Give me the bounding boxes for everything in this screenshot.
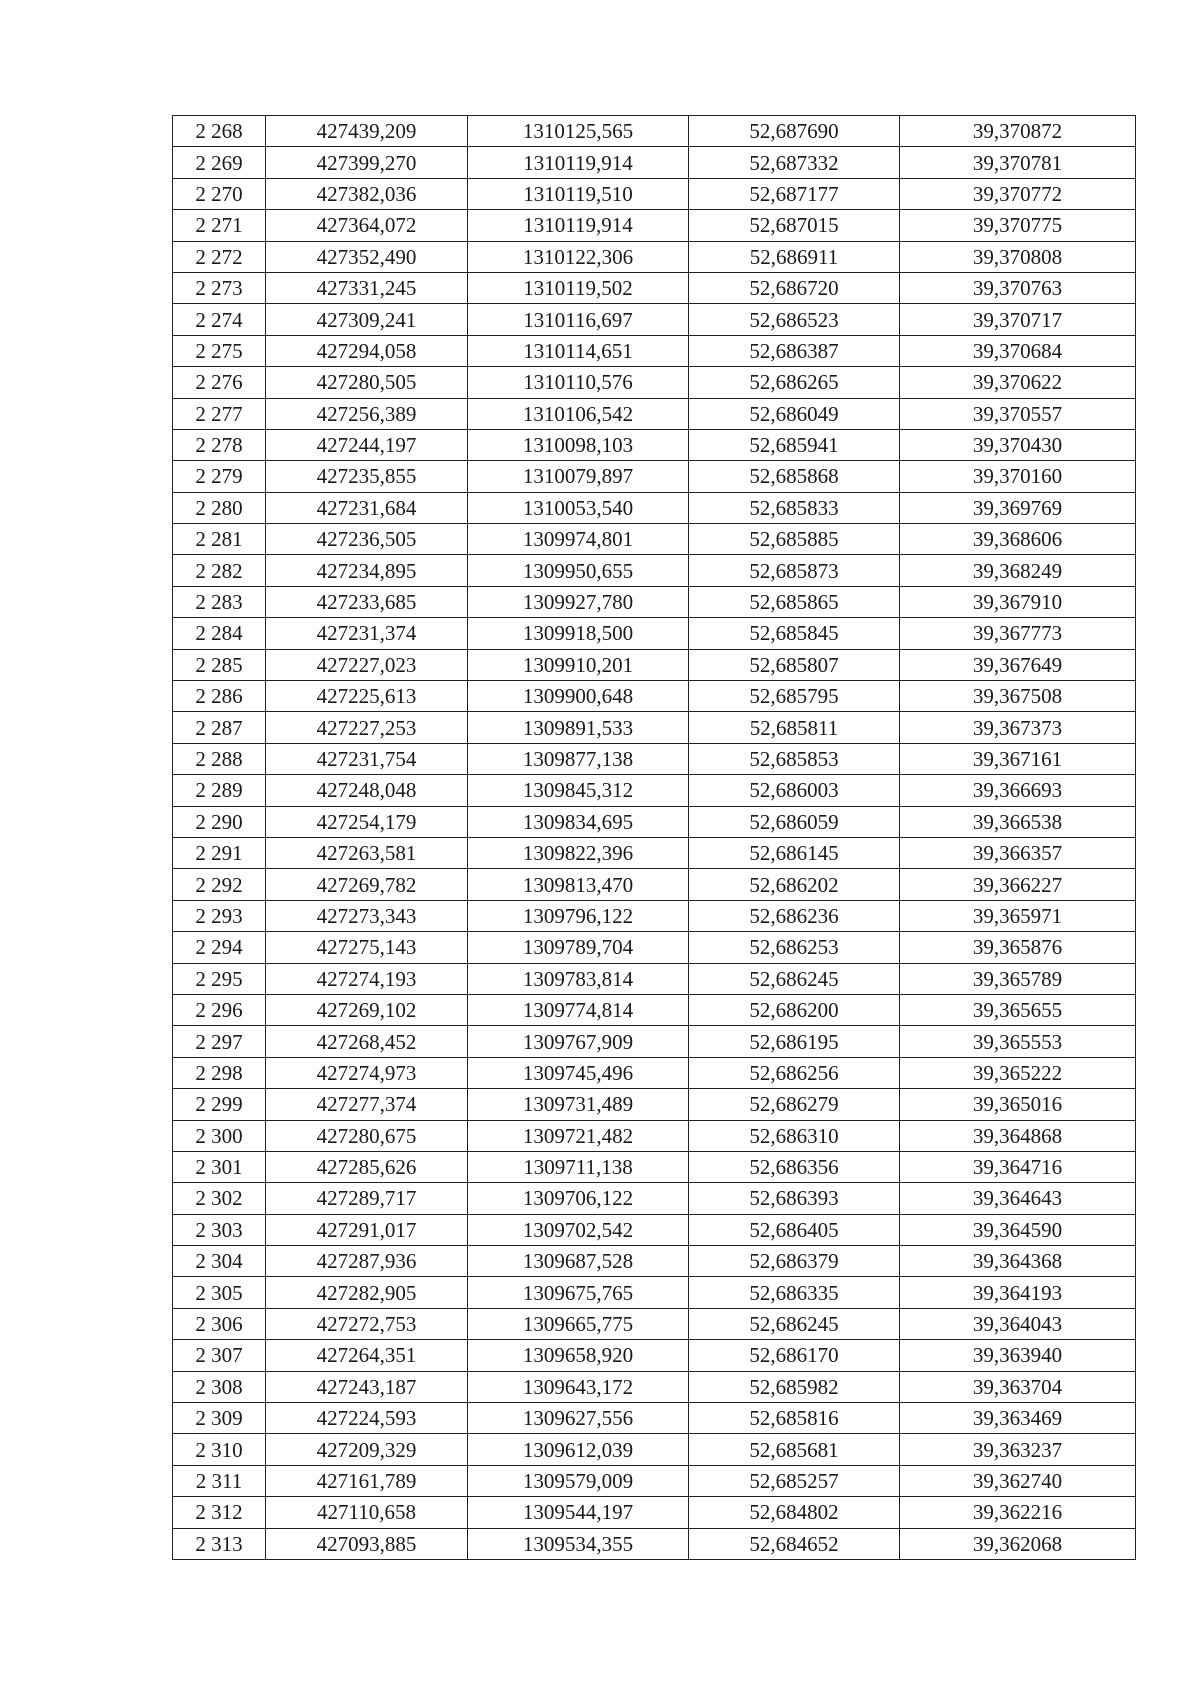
table-row [173,869,1136,900]
latitude-cell: 52,686236 [689,900,900,931]
point-number-cell: 2 311 [173,1465,266,1496]
table-row [173,775,1136,806]
point-number-cell: 2 299 [173,1089,266,1120]
longitude-cell: 39,367161 [900,743,1136,774]
y-coordinate-cell: 1309643,172 [468,1371,689,1402]
table-row [173,1214,1136,1245]
longitude-cell: 39,364643 [900,1183,1136,1214]
y-coordinate-cell: 1309675,765 [468,1277,689,1308]
y-coordinate-cell: 1309774,814 [468,994,689,1025]
table-row [173,806,1136,837]
longitude-cell: 39,370430 [900,429,1136,460]
longitude-cell: 39,367773 [900,618,1136,649]
point-number-cell: 2 277 [173,398,266,429]
y-coordinate-cell: 1310119,914 [468,210,689,241]
longitude-cell: 39,370781 [900,147,1136,178]
table-row [173,1340,1136,1371]
y-coordinate-cell: 1309745,496 [468,1057,689,1088]
x-coordinate-cell: 427234,895 [266,555,468,586]
longitude-cell: 39,364193 [900,1277,1136,1308]
latitude-cell: 52,685941 [689,429,900,460]
y-coordinate-cell: 1310119,510 [468,178,689,209]
table-row [173,649,1136,680]
y-coordinate-cell: 1310106,542 [468,398,689,429]
y-coordinate-cell: 1310098,103 [468,429,689,460]
y-coordinate-cell: 1310053,540 [468,492,689,523]
x-coordinate-cell: 427287,936 [266,1246,468,1277]
longitude-cell: 39,370808 [900,241,1136,272]
latitude-cell: 52,686405 [689,1214,900,1245]
x-coordinate-cell: 427285,626 [266,1151,468,1182]
latitude-cell: 52,686379 [689,1246,900,1277]
point-number-cell: 2 293 [173,900,266,931]
y-coordinate-cell: 1309877,138 [468,743,689,774]
y-coordinate-cell: 1309706,122 [468,1183,689,1214]
point-number-cell: 2 309 [173,1403,266,1434]
point-number-cell: 2 281 [173,524,266,555]
latitude-cell: 52,685982 [689,1371,900,1402]
longitude-cell: 39,365016 [900,1089,1136,1120]
latitude-cell: 52,686393 [689,1183,900,1214]
y-coordinate-cell: 1309658,920 [468,1340,689,1371]
x-coordinate-cell: 427231,374 [266,618,468,649]
table-row [173,712,1136,743]
x-coordinate-cell: 427399,270 [266,147,468,178]
latitude-cell: 52,686256 [689,1057,900,1088]
point-number-cell: 2 303 [173,1214,266,1245]
longitude-cell: 39,370684 [900,335,1136,366]
latitude-cell: 52,685833 [689,492,900,523]
table-row [173,618,1136,649]
table-row [173,524,1136,555]
point-number-cell: 2 278 [173,429,266,460]
latitude-cell: 52,686202 [689,869,900,900]
point-number-cell: 2 301 [173,1151,266,1182]
table-row [173,963,1136,994]
longitude-cell: 39,364043 [900,1308,1136,1339]
longitude-cell: 39,370763 [900,272,1136,303]
longitude-cell: 39,365553 [900,1026,1136,1057]
table-row [173,932,1136,963]
longitude-cell: 39,370775 [900,210,1136,241]
x-coordinate-cell: 427277,374 [266,1089,468,1120]
x-coordinate-cell: 427231,754 [266,743,468,774]
table-row [173,210,1136,241]
point-number-cell: 2 307 [173,1340,266,1371]
y-coordinate-cell: 1309796,122 [468,900,689,931]
longitude-cell: 39,367910 [900,586,1136,617]
longitude-cell: 39,363940 [900,1340,1136,1371]
latitude-cell: 52,686265 [689,367,900,398]
point-number-cell: 2 272 [173,241,266,272]
longitude-cell: 39,370872 [900,116,1136,147]
longitude-cell: 39,369769 [900,492,1136,523]
point-number-cell: 2 288 [173,743,266,774]
point-number-cell: 2 286 [173,681,266,712]
y-coordinate-cell: 1310122,306 [468,241,689,272]
latitude-cell: 52,685865 [689,586,900,617]
y-coordinate-cell: 1309665,775 [468,1308,689,1339]
y-coordinate-cell: 1309534,355 [468,1528,689,1559]
y-coordinate-cell: 1309702,542 [468,1214,689,1245]
x-coordinate-cell: 427272,753 [266,1308,468,1339]
point-number-cell: 2 292 [173,869,266,900]
longitude-cell: 39,368249 [900,555,1136,586]
latitude-cell: 52,685853 [689,743,900,774]
y-coordinate-cell: 1309783,814 [468,963,689,994]
latitude-cell: 52,685795 [689,681,900,712]
point-number-cell: 2 270 [173,178,266,209]
longitude-cell: 39,364590 [900,1214,1136,1245]
y-coordinate-cell: 1309789,704 [468,932,689,963]
point-number-cell: 2 268 [173,116,266,147]
x-coordinate-cell: 427274,973 [266,1057,468,1088]
latitude-cell: 52,685811 [689,712,900,743]
table-row [173,492,1136,523]
longitude-cell: 39,362216 [900,1497,1136,1528]
point-number-cell: 2 275 [173,335,266,366]
table-row [173,1465,1136,1496]
table-row [173,1434,1136,1465]
longitude-cell: 39,367649 [900,649,1136,680]
x-coordinate-cell: 427093,885 [266,1528,468,1559]
table-row [173,1497,1136,1528]
table-row [173,1528,1136,1559]
y-coordinate-cell: 1309731,489 [468,1089,689,1120]
x-coordinate-cell: 427274,193 [266,963,468,994]
point-number-cell: 2 312 [173,1497,266,1528]
x-coordinate-cell: 427256,389 [266,398,468,429]
longitude-cell: 39,370160 [900,461,1136,492]
x-coordinate-cell: 427289,717 [266,1183,468,1214]
latitude-cell: 52,685681 [689,1434,900,1465]
x-coordinate-cell: 427110,658 [266,1497,468,1528]
latitude-cell: 52,686911 [689,241,900,272]
x-coordinate-cell: 427225,613 [266,681,468,712]
point-number-cell: 2 279 [173,461,266,492]
table-row [173,555,1136,586]
table-row [173,1246,1136,1277]
x-coordinate-cell: 427248,048 [266,775,468,806]
y-coordinate-cell: 1309834,695 [468,806,689,837]
x-coordinate-cell: 427352,490 [266,241,468,272]
point-number-cell: 2 295 [173,963,266,994]
table-row [173,116,1136,147]
x-coordinate-cell: 427161,789 [266,1465,468,1496]
y-coordinate-cell: 1309822,396 [468,837,689,868]
y-coordinate-cell: 1309721,482 [468,1120,689,1151]
table-row [173,178,1136,209]
point-number-cell: 2 269 [173,147,266,178]
latitude-cell: 52,684802 [689,1497,900,1528]
table-row [173,900,1136,931]
latitude-cell: 52,686145 [689,837,900,868]
point-number-cell: 2 300 [173,1120,266,1151]
latitude-cell: 52,686059 [689,806,900,837]
x-coordinate-cell: 427269,782 [266,869,468,900]
point-number-cell: 2 276 [173,367,266,398]
x-coordinate-cell: 427263,581 [266,837,468,868]
y-coordinate-cell: 1310114,651 [468,335,689,366]
latitude-cell: 52,685868 [689,461,900,492]
longitude-cell: 39,366227 [900,869,1136,900]
longitude-cell: 39,365789 [900,963,1136,994]
latitude-cell: 52,687177 [689,178,900,209]
latitude-cell: 52,686170 [689,1340,900,1371]
latitude-cell: 52,687015 [689,210,900,241]
longitude-cell: 39,362068 [900,1528,1136,1559]
x-coordinate-cell: 427273,343 [266,900,468,931]
longitude-cell: 39,370557 [900,398,1136,429]
longitude-cell: 39,370772 [900,178,1136,209]
longitude-cell: 39,368606 [900,524,1136,555]
longitude-cell: 39,366538 [900,806,1136,837]
longitude-cell: 39,363704 [900,1371,1136,1402]
longitude-cell: 39,370622 [900,367,1136,398]
longitude-cell: 39,366357 [900,837,1136,868]
point-number-cell: 2 285 [173,649,266,680]
table-row [173,1308,1136,1339]
y-coordinate-cell: 1310119,502 [468,272,689,303]
point-number-cell: 2 289 [173,775,266,806]
longitude-cell: 39,364716 [900,1151,1136,1182]
longitude-cell: 39,363469 [900,1403,1136,1434]
latitude-cell: 52,686003 [689,775,900,806]
point-number-cell: 2 302 [173,1183,266,1214]
table-row [173,241,1136,272]
x-coordinate-cell: 427382,036 [266,178,468,209]
longitude-cell: 39,365655 [900,994,1136,1025]
point-number-cell: 2 298 [173,1057,266,1088]
table-row [173,1026,1136,1057]
x-coordinate-cell: 427231,684 [266,492,468,523]
table-row [173,837,1136,868]
point-number-cell: 2 291 [173,837,266,868]
table-row [173,147,1136,178]
x-coordinate-cell: 427209,329 [266,1434,468,1465]
latitude-cell: 52,685845 [689,618,900,649]
y-coordinate-cell: 1309612,039 [468,1434,689,1465]
latitude-cell: 52,686245 [689,963,900,994]
y-coordinate-cell: 1309813,470 [468,869,689,900]
table-row [173,1089,1136,1120]
point-number-cell: 2 308 [173,1371,266,1402]
longitude-cell: 39,362740 [900,1465,1136,1496]
point-number-cell: 2 284 [173,618,266,649]
point-number-cell: 2 296 [173,994,266,1025]
x-coordinate-cell: 427294,058 [266,335,468,366]
point-number-cell: 2 310 [173,1434,266,1465]
latitude-cell: 52,684652 [689,1528,900,1559]
x-coordinate-cell: 427254,179 [266,806,468,837]
y-coordinate-cell: 1309544,197 [468,1497,689,1528]
x-coordinate-cell: 427439,209 [266,116,468,147]
x-coordinate-cell: 427275,143 [266,932,468,963]
latitude-cell: 52,685807 [689,649,900,680]
x-coordinate-cell: 427235,855 [266,461,468,492]
table-row [173,1277,1136,1308]
y-coordinate-cell: 1309918,500 [468,618,689,649]
x-coordinate-cell: 427280,505 [266,367,468,398]
latitude-cell: 52,686310 [689,1120,900,1151]
y-coordinate-cell: 1309910,201 [468,649,689,680]
point-number-cell: 2 273 [173,272,266,303]
y-coordinate-cell: 1309711,138 [468,1151,689,1182]
table-row [173,1151,1136,1182]
x-coordinate-cell: 427268,452 [266,1026,468,1057]
latitude-cell: 52,686335 [689,1277,900,1308]
point-number-cell: 2 282 [173,555,266,586]
coordinates-table-body [173,116,1136,1560]
table-row [173,586,1136,617]
y-coordinate-cell: 1310119,914 [468,147,689,178]
table-row [173,461,1136,492]
x-coordinate-cell: 427282,905 [266,1277,468,1308]
longitude-cell: 39,364368 [900,1246,1136,1277]
table-row [173,743,1136,774]
coordinates-table [172,115,1136,1560]
x-coordinate-cell: 427227,253 [266,712,468,743]
point-number-cell: 2 283 [173,586,266,617]
longitude-cell: 39,365876 [900,932,1136,963]
x-coordinate-cell: 427236,505 [266,524,468,555]
latitude-cell: 52,686253 [689,932,900,963]
x-coordinate-cell: 427224,593 [266,1403,468,1434]
x-coordinate-cell: 427233,685 [266,586,468,617]
latitude-cell: 52,686245 [689,1308,900,1339]
latitude-cell: 52,686523 [689,304,900,335]
point-number-cell: 2 290 [173,806,266,837]
x-coordinate-cell: 427244,197 [266,429,468,460]
x-coordinate-cell: 427269,102 [266,994,468,1025]
latitude-cell: 52,686049 [689,398,900,429]
y-coordinate-cell: 1309687,528 [468,1246,689,1277]
point-number-cell: 2 294 [173,932,266,963]
table-row [173,429,1136,460]
latitude-cell: 52,686200 [689,994,900,1025]
point-number-cell: 2 271 [173,210,266,241]
y-coordinate-cell: 1309900,648 [468,681,689,712]
point-number-cell: 2 280 [173,492,266,523]
longitude-cell: 39,366693 [900,775,1136,806]
table-row [173,367,1136,398]
y-coordinate-cell: 1309950,655 [468,555,689,586]
x-coordinate-cell: 427331,245 [266,272,468,303]
table-row [173,398,1136,429]
table-row [173,1371,1136,1402]
latitude-cell: 52,686195 [689,1026,900,1057]
latitude-cell: 52,686356 [689,1151,900,1182]
latitude-cell: 52,685816 [689,1403,900,1434]
table-row [173,335,1136,366]
x-coordinate-cell: 427280,675 [266,1120,468,1151]
y-coordinate-cell: 1310125,565 [468,116,689,147]
x-coordinate-cell: 427227,023 [266,649,468,680]
y-coordinate-cell: 1309767,909 [468,1026,689,1057]
y-coordinate-cell: 1310116,697 [468,304,689,335]
table-row [173,681,1136,712]
x-coordinate-cell: 427264,351 [266,1340,468,1371]
latitude-cell: 52,686387 [689,335,900,366]
table-row [173,272,1136,303]
latitude-cell: 52,686720 [689,272,900,303]
table-row [173,994,1136,1025]
longitude-cell: 39,367508 [900,681,1136,712]
y-coordinate-cell: 1310110,576 [468,367,689,398]
point-number-cell: 2 297 [173,1026,266,1057]
y-coordinate-cell: 1309891,533 [468,712,689,743]
point-number-cell: 2 305 [173,1277,266,1308]
table-row [173,304,1136,335]
table-row [173,1120,1136,1151]
x-coordinate-cell: 427364,072 [266,210,468,241]
y-coordinate-cell: 1310079,897 [468,461,689,492]
latitude-cell: 52,685885 [689,524,900,555]
longitude-cell: 39,367373 [900,712,1136,743]
point-number-cell: 2 306 [173,1308,266,1339]
point-number-cell: 2 287 [173,712,266,743]
y-coordinate-cell: 1309974,801 [468,524,689,555]
x-coordinate-cell: 427243,187 [266,1371,468,1402]
longitude-cell: 39,364868 [900,1120,1136,1151]
y-coordinate-cell: 1309579,009 [468,1465,689,1496]
table-row [173,1057,1136,1088]
table-row [173,1403,1136,1434]
longitude-cell: 39,370717 [900,304,1136,335]
longitude-cell: 39,365971 [900,900,1136,931]
latitude-cell: 52,685257 [689,1465,900,1496]
y-coordinate-cell: 1309927,780 [468,586,689,617]
longitude-cell: 39,365222 [900,1057,1136,1088]
point-number-cell: 2 304 [173,1246,266,1277]
latitude-cell: 52,687690 [689,116,900,147]
x-coordinate-cell: 427309,241 [266,304,468,335]
table-row [173,1183,1136,1214]
x-coordinate-cell: 427291,017 [266,1214,468,1245]
point-number-cell: 2 313 [173,1528,266,1559]
latitude-cell: 52,685873 [689,555,900,586]
y-coordinate-cell: 1309627,556 [468,1403,689,1434]
latitude-cell: 52,686279 [689,1089,900,1120]
y-coordinate-cell: 1309845,312 [468,775,689,806]
latitude-cell: 52,687332 [689,147,900,178]
longitude-cell: 39,363237 [900,1434,1136,1465]
point-number-cell: 2 274 [173,304,266,335]
